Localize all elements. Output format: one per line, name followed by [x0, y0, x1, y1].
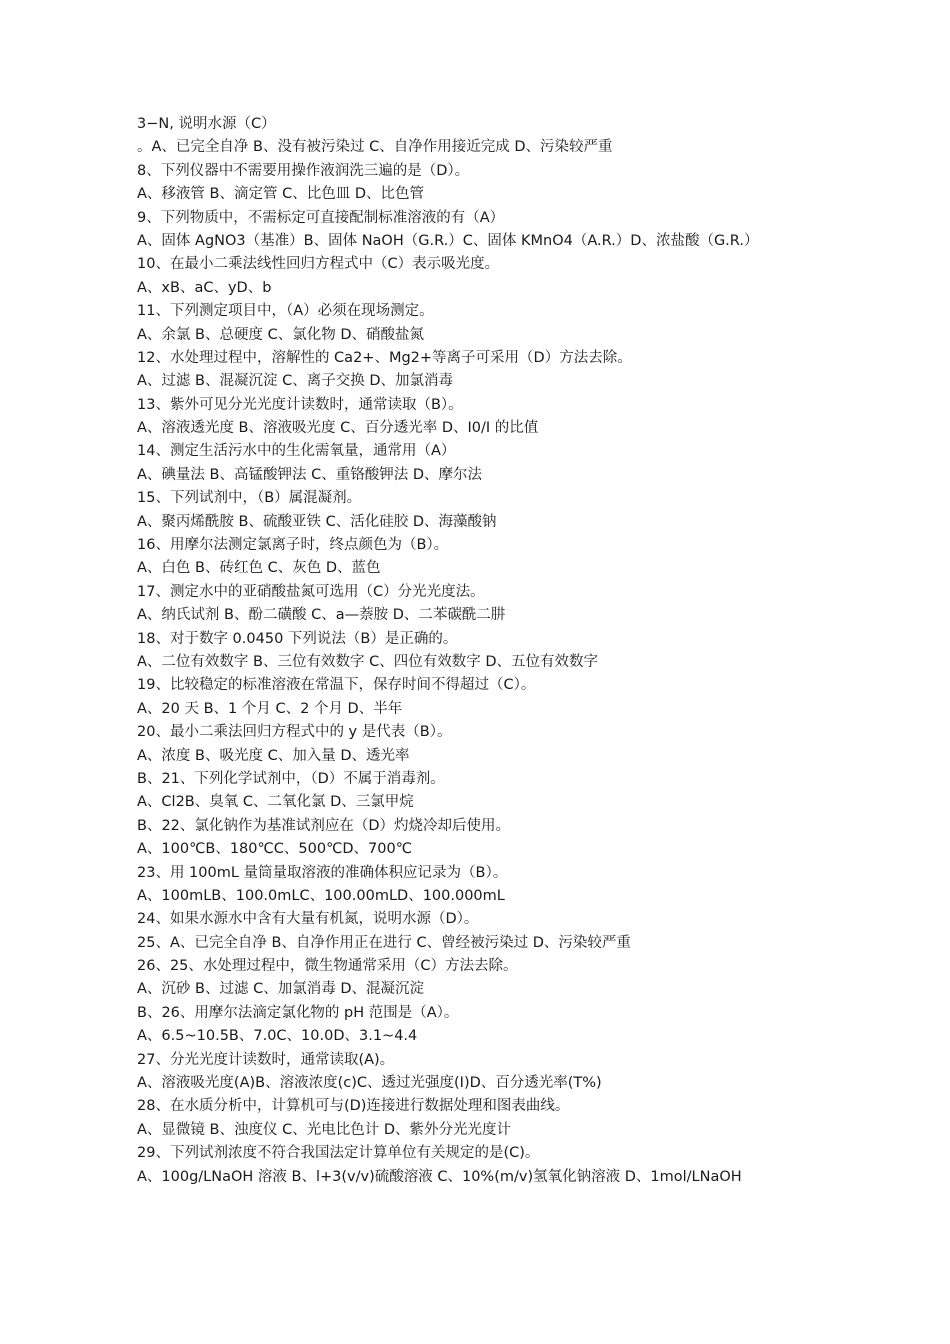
text-line: 28、在水质分析中，计算机可与(D)连接进行数据处理和图表曲线。	[137, 1098, 570, 1115]
text-line: 20、最小二乘法回归方程式中的 y 是代表（B）。	[137, 724, 452, 741]
text-line: 24、如果水源水中含有大量有机氮，说明水源（D）。	[137, 911, 479, 928]
text-line: A、二位有效数字 B、三位有效数字 C、四位有效数字 D、五位有效数字	[137, 653, 598, 670]
text-line: A、溶液吸光度(A)B、溶液浓度(c)C、透过光强度(I)D、百分透光率(T%)	[137, 1075, 602, 1092]
text-line: A、100g/LNaOH 溶液 B、l+3(v/v)硫酸溶液 C、10%(m/v)氢氧化钠溶液 D、1mol/LNaOH	[137, 1168, 742, 1185]
text-line: 23、用 100mL 量筒量取溶液的准确体积应记录为（B）。	[137, 864, 508, 881]
text-line: 29、下列试剂浓度不符合我国法定计算单位有关规定的是(C)。	[137, 1145, 540, 1162]
text-line: 10、在最小二乘法线性回归方程式中（C）表示吸光度。	[137, 256, 500, 273]
document-body	[137, 113, 837, 1189]
text-line: A、6.5~10.5B、7.0C、10.0D、3.1~4.4	[137, 1028, 418, 1045]
text-line: A、过滤 B、混凝沉淀 C、离子交换 D、加氯消毒	[137, 373, 453, 390]
text-line: B、22、氯化钠作为基准试剂应在（D）灼烧冷却后使用。	[137, 817, 511, 834]
text-line: A、固体 AgNO3（基准）B、固体 NaOH（G.R.）C、固体 KMnO4（A.R.）D、浓盐酸（G.R.）	[137, 232, 759, 249]
text-line: 12、水处理过程中，溶解性的 Ca2+、Mg2+等离子可采用（D）方法去除。	[137, 349, 632, 366]
text-line: 3−N, 说明水源（C）	[137, 116, 276, 132]
text-line: 16、用摩尔法测定氯离子时，终点颜色为（B）。	[137, 537, 449, 554]
text-line: A、移液管 B、滴定管 C、比色皿 D、比色管	[137, 186, 424, 203]
text-line: A、溶液透光度 B、溶液吸光度 C、百分透光率 D、I0/I 的比值	[137, 420, 539, 437]
text-line: B、21、下列化学试剂中，（D）不属于消毒剂。	[137, 770, 445, 787]
text-line: A、白色 B、砖红色 C、灰色 D、蓝色	[137, 560, 381, 577]
text-line: 18、对于数字 0.0450 下列说法（B）是正确的。	[137, 630, 458, 647]
text-line: A、碘量法 B、高锰酸钾法 C、重铬酸钾法 D、摩尔法	[137, 466, 482, 483]
text-line: A、余氯 B、总硬度 C、氯化物 D、硝酸盐氮	[137, 326, 424, 343]
text-line: B、26、用摩尔法滴定氯化物的 pH 范围是（A）。	[137, 1004, 459, 1021]
text-line: 17、测定水中的亚硝酸盐氮可选用（C）分光光度法。	[137, 583, 485, 600]
text-line: 。A、已完全自净 B、没有被污染过 C、自净作用接近完成 D、污染较严重	[137, 139, 613, 156]
text-line: A、沉砂 B、过滤 C、加氯消毒 D、混凝沉淀	[137, 981, 424, 998]
text-line: 27、分光光度计读数时，通常读取(A)。	[137, 1051, 395, 1068]
text-line: 13、紫外可见分光光度计读数时，通常读取（B）。	[137, 396, 463, 413]
text-line: 9、下列物质中，不需标定可直接配制标准溶液的有（A）	[137, 209, 505, 226]
text-line: A、100mLB、100.0mLC、100.00mLD、100.000mL	[137, 887, 505, 904]
text-line: A、Cl2B、臭氧 C、二氧化氯 D、三氯甲烷	[137, 794, 414, 811]
text-line: A、纳氏试剂 B、酚二磺酸 C、a—萘胺 D、二苯碳酰二肼	[137, 607, 506, 624]
text-line: 19、比较稳定的标准溶液在常温下，保存时间不得超过（C）。	[137, 677, 536, 694]
text-line: 14、测定生活污水中的生化需氧量，通常用（A）	[137, 443, 456, 460]
text-line: 26、25、水处理过程中，微生物通常采用（C）方法去除。	[137, 958, 518, 975]
text-line: 15、下列试剂中，（B）属混凝剂。	[137, 490, 362, 507]
text-line: 11、下列测定项目中，（A）必须在现场测定。	[137, 303, 434, 320]
text-line: 8、下列仪器中不需要用操作液润洗三遍的是（D）。	[137, 162, 470, 179]
text-line: A、20 天 B、1 个月 C、2 个月 D、半年	[137, 700, 403, 717]
text-line: A、100℃B、180℃C、500℃D、700℃	[137, 841, 412, 858]
text-line: A、xB、aC、yD、b	[137, 279, 272, 296]
text-line: A、聚丙烯酰胺 B、硫酸亚铁 C、活化硅胶 D、海藻酸钠	[137, 513, 497, 530]
text-line: A、浓度 B、吸光度 C、加入量 D、透光率	[137, 747, 410, 764]
text-line: 25、A、已完全自净 B、自净作用正在进行 C、曾经被污染过 D、污染较严重	[137, 934, 631, 951]
text-line: A、显微镜 B、浊度仪 C、光电比色计 D、紫外分光光度计	[137, 1121, 511, 1138]
